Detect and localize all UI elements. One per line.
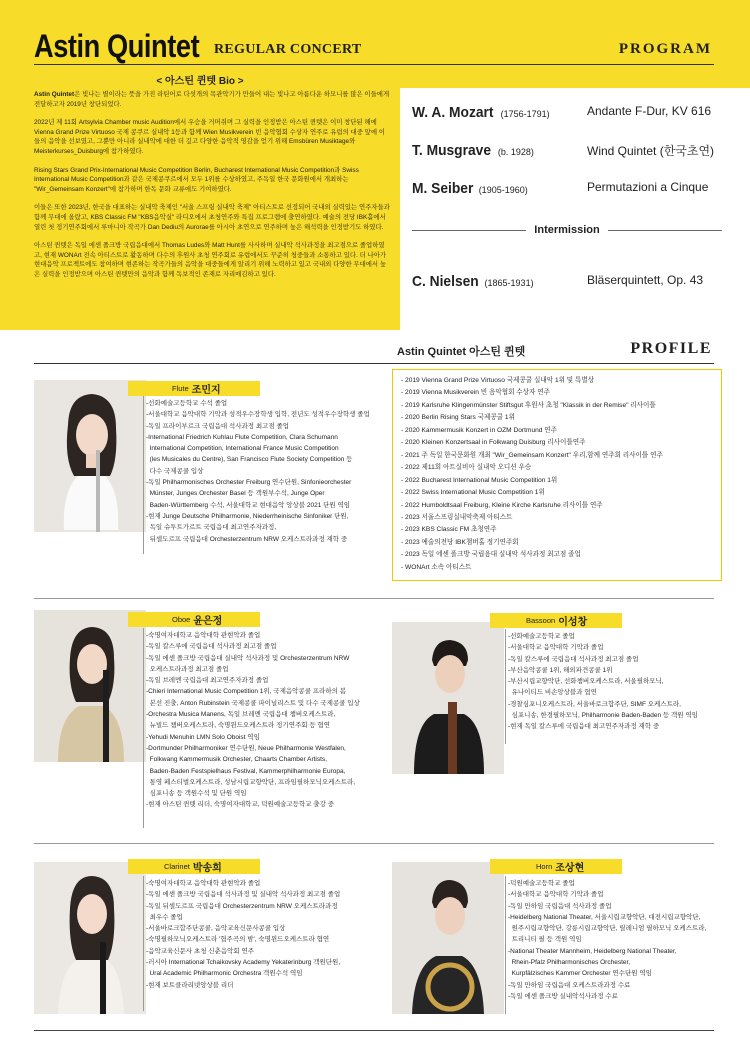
member-name: 윤은정 (193, 616, 223, 627)
program-row (412, 180, 722, 197)
horn-player-photo (392, 862, 504, 1014)
section-divider (34, 843, 714, 844)
history-item: - 2022 제11회 아트실비아 실내악 오디션 우승 (401, 462, 713, 474)
intermission-label: Intermission (534, 224, 600, 236)
section-divider (34, 598, 714, 599)
bassoon-name-tag (490, 613, 622, 628)
composer-years: (1756-1791) (500, 109, 550, 119)
bio-lead: Astin Quintet (34, 91, 75, 98)
bio-line-item: -독일 만하임 국립음대 석사과정 졸업 (508, 902, 612, 910)
bio-line-item: -서울대학교 음악대학 기악과 졸업 (508, 891, 604, 899)
bio-line-item: -현재 독일 칼스루에 국립음대 최고연주자과정 재학 중 (508, 723, 660, 731)
bio-line-item: -서울바로크합주단콩쿨, 음악교육신문사콩쿨 입상 (146, 925, 286, 933)
bio-line-item: -숙명여자대학교 음악대학 관현악과 졸업 (146, 880, 261, 887)
bio-line-item: -Dortmunder Philharmoniker 연수단원, Neue Philharmonie Westfalen, (146, 744, 346, 752)
profile-divider (34, 363, 714, 364)
bio-line-item: -덕원예술고등학교 졸업 (508, 880, 575, 887)
profile-label: PROFILE (630, 340, 712, 357)
bio-line-item: -선화예술고등학교 졸업 (508, 633, 575, 640)
work-title: Permutazioni a Cinque (587, 180, 709, 194)
bio-line-item: -독일 프라이부르크 국립음대 석사과정 최고점 졸업 (146, 422, 290, 430)
bio-paragraph: 아스틴 퀸텟은 독일 에센 폴크방 국립음대에서 Thomas Ludes와 Matt Hunt를 사사하며 실내악 석사과정을 최고점으로 졸업하였고, 현재 WONArt 전속 아티스트로 활동하며 다수의 후원사 초청 연주회로 유럽에서도 꾸준히 청중들과 소통하고 있다. 더 나아가 현대음악 프로젝트에도 참여하며 현존하는 작곡가들의 음악을 대중들에게 알리기 위해 노력하고 있고 국내외 다양한 무대에서 높은 실력을 인정받으며 아스틴 퀸텟만의 음악과 함께 독보적인 존재로 자리매김하고 있다. (34, 242, 387, 278)
bio-line-item: -독일 에센 폴크방 국립음대 석사과정 및 실내악 석사과정 최고점 졸업 (146, 891, 341, 899)
bio-line-item: -독일 뒤셀도르프 국립음대 Orchesterzentrum NRW 오케스트라과정 (146, 902, 338, 910)
bio-line (143, 396, 144, 554)
bio-line-item: International Competition, International France Music Competition (146, 445, 339, 453)
bio-paragraph (34, 90, 390, 109)
bio-paragraph: 2022년 제 11회 Artsylvia Chamber music Audition에서 우승을 거머쥐며 그 실력을 인정받은 아스틴 퀸텟은 이미 창단된 해에 Vienna Grand Prize Virtuoso 국제 콩쿠르 실내악 1등과 함께 Wien Musikverein 빈 음악협회 수상자 연주로 유럽의 대중 앞에 이들의 음악을 선보였고, 그뿐만 아니라 실내악에 대한 더 깊고 다양한 음악적 영감을 얻기 위해 Emsbüren Musiktage와 Meisterkurses_Duisburg에 참가하였다. (34, 119, 385, 155)
history-item: - 2019 Karlsruhe Klingenmünster Stiftsgut 후원사 초청 "Klassik in der Remise" 리사이틀 (401, 400, 713, 412)
bio-line-item: 유나이티드 비손앙상블과 협연 (508, 689, 597, 697)
bio-line-item: Baden-Baden Festspielhaus Festival, Kammerphilharmonie Europa, (146, 767, 346, 775)
bio-line-item: -독일 에센 폴크방 실내악석사과정 수료 (508, 992, 618, 1000)
history-item: - 2022 Bucharest International Music Competition 1위 (401, 475, 713, 487)
bio-line-item: -부산시립교향악단, 선화챔버오케스트라, 서울필하모닉, (508, 678, 664, 686)
bio-paragraph: Rising Stars Grand Prix-International Music Competition Berlin, Bucharest International Music Competition과 Swiss International Music Competition과 같은 국제콩쿠르에서 모두 1위를 수상하였고, 주독일 한국 문화원에서 개최하는 "Wir_Gemeinsam Konzert"에 참가하며 한독 문화 교류에도 기여하였다. (34, 166, 359, 193)
history-item: - 2023 독일 에센 폴크방 국립음대 실내악 석사과정 최고점 졸업 (401, 549, 713, 561)
bio-line-item: -현재 아스틴 퀸텟 리더, 숙명여자대학교, 덕원예술고등학교 출강 중 (146, 801, 334, 809)
bio-line-item: -숙명여자대학교 음악대학 관현악과 졸업 (146, 632, 261, 639)
bio-line-item: Baden-Württemberg 수석, 서울대학교 현대음악 앙상블 2021 단원 역임 (146, 501, 351, 509)
bio-line-item: -독일 칼스루에 국립음대 석사과정 최고점 졸업 (508, 655, 639, 663)
history-item: - 2023 예술의전당 IBK챔버홀 정기연주회 (401, 537, 713, 549)
bio-line-item: Münster, Junges Orchester Basel 등 객원부수석, Junge Oper (146, 490, 325, 498)
header-divider (34, 64, 714, 65)
composer-name: T. Musgrave (412, 142, 492, 159)
bio-line-item: 오케스트라과정 최고점 졸업 (146, 665, 229, 673)
bio-line-item: 본선 진출, Anton Rubinstein 국제콩쿨 파이널리스트 및 다수 국제콩쿨 입상 (146, 699, 360, 707)
bio-line-item: -서울대학교 음악대학 기악과 졸업 (508, 644, 604, 652)
bio-line-item: -선화예술고등학교 수석 졸업 (146, 400, 228, 407)
bio-line-item: 심포니송 등 객원수석 및 단원 역임 (146, 790, 247, 798)
portrait-icon (392, 622, 504, 774)
instrument-label: Bassoon (526, 616, 556, 625)
history-item: - 2020 Berlin Rising Stars 국제콩쿨 1위 (401, 412, 713, 424)
bio-line-item: -서울대학교 음악대학 기악과 성적우수장학생 입학, 전년도 성적우수장학생 졸업 (146, 411, 370, 419)
flute-name-tag (128, 381, 260, 396)
oboe-player-photo (34, 610, 146, 762)
bio-line-item: -독일 Philharmonisches Orchester Freiburg 연수단원, Sinfonieorchester (146, 479, 352, 487)
history-item: - 2021 주 독일 한국문화원 개최 "Wir_Gemeinsam Konzert" 우리,함께 연주회 리사이틀 연주 (401, 450, 713, 462)
clarinet-player-photo (34, 862, 146, 1014)
bio-line-item: Ural Academic Philharmonic Orchestra 객원수석 역임 (146, 970, 303, 978)
history-item: - 2020 Kammermusik Konzert in OZM Dortmund 연주 (401, 425, 713, 437)
concert-subtitle: REGULAR CONCERT (214, 42, 362, 57)
bio-line-item: -경찰심포니오케스트라, 서울바로크합주단, SIMF 오케스트라, (508, 700, 681, 708)
member-name: 조상현 (555, 863, 585, 874)
history-item: - 2022 Swiss International Music Competition 1위 (401, 487, 713, 499)
member-name: 박송희 (192, 863, 222, 874)
flute-bio (146, 398, 370, 545)
bio-line-item: 뉴빌드 챔버오케스트라, 숙명윈드오케스트라 정기연주회 등 협연 (146, 722, 330, 730)
bio-line-item: 트리니티 필 등 객원 역임 (508, 936, 582, 944)
bio-line-item: -독일 칼스루에 국립음대 석사과정 최고점 졸업 (146, 643, 277, 651)
bassoon-player-photo (392, 622, 504, 774)
history-item: - 2022 Humboldtsaal Freiburg, Kleine Kirche Karlsruhe 리사이틀 연주 (401, 500, 713, 512)
bio-line-item: -독일 만하임 국립음대 오케스트라과정 수료 (508, 981, 631, 989)
clarinet-name-tag (128, 859, 260, 874)
member-name: 조민지 (191, 385, 221, 396)
intermission-line (608, 230, 722, 231)
horn-bio (508, 878, 706, 1002)
composer-name: W. A. Mozart (412, 104, 494, 121)
bio-line (143, 876, 144, 1011)
composer-years: (b. 1928) (497, 147, 534, 157)
bio-paragraph: 이들은 또한 2023년, 한국을 대표하는 실내악 축제인 "서울 스프링 실내악 축제" 아티스트로 선정되어 국내외 실력있는 연주자들과 함께 무대에 올랐고, KBS Classic FM "KBS음악실" 라디오에서 초청연주와 특집 프로그램에 출연하였다. 예술의 전당 IBK홀에서 열린 첫 정기연주회에서 루마니아 작곡가 Dan Dediu의 Aurorae를 아시아 초연으로 연주하며 높은 해석력을 인정받기도 하였다. (34, 204, 390, 231)
bassoon-bio (508, 631, 698, 733)
oboe-bio (146, 630, 360, 811)
portrait-icon (34, 380, 146, 532)
profile-ensemble-name: Astin Quintet 아스틴 퀸텟 (397, 346, 526, 358)
oboe-name-tag (128, 612, 260, 627)
bio-line-item: -러시아 International Tchaikovsky Academy Yekaterinburg 객원단원, (146, 959, 341, 967)
program-row (412, 142, 722, 159)
work-title: Andante F-Dur, KV 616 (587, 104, 712, 118)
composer-name: M. Seiber (412, 180, 474, 197)
intermission-line (412, 230, 526, 231)
program-row (412, 273, 722, 290)
program-row (412, 104, 722, 121)
bio-line-item: (les Musicales du Centre), San Francisco Flute Society Competition 등 (146, 456, 353, 464)
bio-heading: < 아스틴 퀸텟 Bio > (156, 76, 244, 87)
member-name: 이성창 (558, 617, 588, 628)
concert-title: Astin Quintet (34, 28, 200, 64)
history-item: - 2020 Kleinen Konzertsaal in Folkwang Duisburg 리사이틀연주 (401, 437, 713, 449)
bio-lead-rest: 은 빛나는 별이라는 뜻을 가진 라틴어로 다섯개의 목관악기가 만들어 내는 빛나고 아름다운 하모니를 많은 이들에게 전달하고자 2019년 창단되었다. (34, 91, 390, 108)
portrait-icon (392, 862, 504, 1014)
composer-years: (1905-1960) (478, 185, 528, 195)
bio-line-item: -Orchestra Musica Manens, 독일 브레멘 국립음대 챔버오케스트라, (146, 711, 336, 719)
history-item: - 2023 서울스프링실내악축제 아티스트 (401, 512, 713, 524)
bio-line-item: -독일 에센 폴크방 국립음대 실내악 석사과정 및 Orchesterzentrum NRW (146, 654, 350, 662)
bio-line-item: 심포니송, 한경필하모닉, Philharmonie Baden-Baden 등 객원 역임 (508, 712, 698, 720)
portrait-icon (34, 610, 146, 762)
bio-line-item: 통영 페스티벌오케스트라, 성남시립교향악단, 프라임필하모닉오케스트라, (146, 778, 356, 786)
bio-line-item: 최우수 졸업 (146, 913, 183, 921)
history-item: - 2019 Vienna Grand Prize Virtuoso 국제콩쿨 실내악 1위 및 특별상 (401, 375, 713, 387)
bio-line-item: 독일 슈투트가르트 국립음대 최고연주자과정, (146, 524, 277, 532)
instrument-label: Horn (536, 862, 553, 871)
bio-line-item: -Chieri International Music Competition 1위, 국제음악콩쿨 프라하의 봄 (146, 688, 346, 696)
flute-player-photo (34, 380, 146, 532)
composer-name: C. Nielsen (412, 273, 479, 290)
history-item: - 2023 KBS Classic FM 초청연주 (401, 524, 713, 536)
program-panel (400, 88, 750, 330)
clarinet-bio (146, 878, 340, 991)
bio-line-item: -숙명필하모닉오케스트라 '협주곡의 밤', 숙명윈드오케스트라 협연 (146, 936, 330, 944)
bio-line-item: 뒤셀도르프 국립음대 Orchesterzentrum NRW 오케스트라과정 재학 중 (146, 535, 348, 543)
bio-line-item: -International Friedrich Kuhlau Flute Competition, Clara Schumann (146, 433, 338, 441)
bio-line-item: -독일 브레멘 국립음대 최고연주자과정 졸업 (146, 677, 269, 685)
instrument-label: Clarinet (164, 862, 190, 871)
composer-years: (1865-1931) (484, 278, 534, 288)
ensemble-history-box (392, 369, 722, 581)
history-item: - 2019 Vienna Musikverein 빈 음악협회 수상자 연주 (401, 387, 713, 399)
program-label: PROGRAM (618, 41, 712, 57)
bottom-divider (34, 1030, 714, 1031)
bio-line (505, 629, 506, 744)
bio-line-item: -Yehudi Menuhin LMN Solo Oboist 역임 (146, 733, 260, 741)
bio-line-item: -부산음악콩쿨 1위, 해외파견콩쿨 1위 (508, 666, 613, 674)
bio-line-item: -Heidelberg National Theater, 서울시립교향악단, 대전시립교향악단, (508, 913, 701, 921)
bio-line-item: Rhein-Pfalz Philharmonisches Orchester, (508, 959, 631, 967)
portrait-icon (34, 862, 146, 1014)
bio-line-item: -현재 Junge Deutsche Philharmonie, Niederrheinische Sinfoniker 단원, (146, 512, 349, 520)
ensemble-bio (34, 90, 390, 289)
work-title: Wind Quintet (한국초연) (587, 144, 715, 158)
instrument-label: Oboe (172, 615, 191, 624)
bio-line (505, 876, 506, 1014)
bio-line-item: -National Theater Mannheim, Heidelberg National Theater, (508, 947, 677, 955)
history-item: - WONArt 소속 아티스트 (401, 562, 713, 574)
history-list (401, 375, 713, 574)
intermission-divider (412, 224, 722, 236)
instrument-label: Flute (172, 384, 189, 393)
bio-line-item: -음악교육신문사 초청 신춘음악회 연주 (146, 947, 255, 955)
bio-line-item: Folkwang Kammermusik Orchester, Chaarts Chamber Artists, (146, 756, 327, 764)
bio-line (143, 628, 144, 828)
bio-line-item: Kurpfälzisches Kammer Orchester 연수단원 역임 (508, 970, 652, 978)
horn-name-tag (490, 859, 622, 874)
bio-line-item: -현재 보트클라리넷앙상블 리더 (146, 981, 234, 989)
bio-line-item: 다수 국제콩쿨 입상 (146, 467, 204, 475)
bio-line-item: 원주시립교향악단, 강릉시립교향악단, 릴레니엄 필하모닉 오케스트라, (508, 925, 707, 933)
work-title: Bläserquintett, Op. 43 (587, 273, 704, 287)
